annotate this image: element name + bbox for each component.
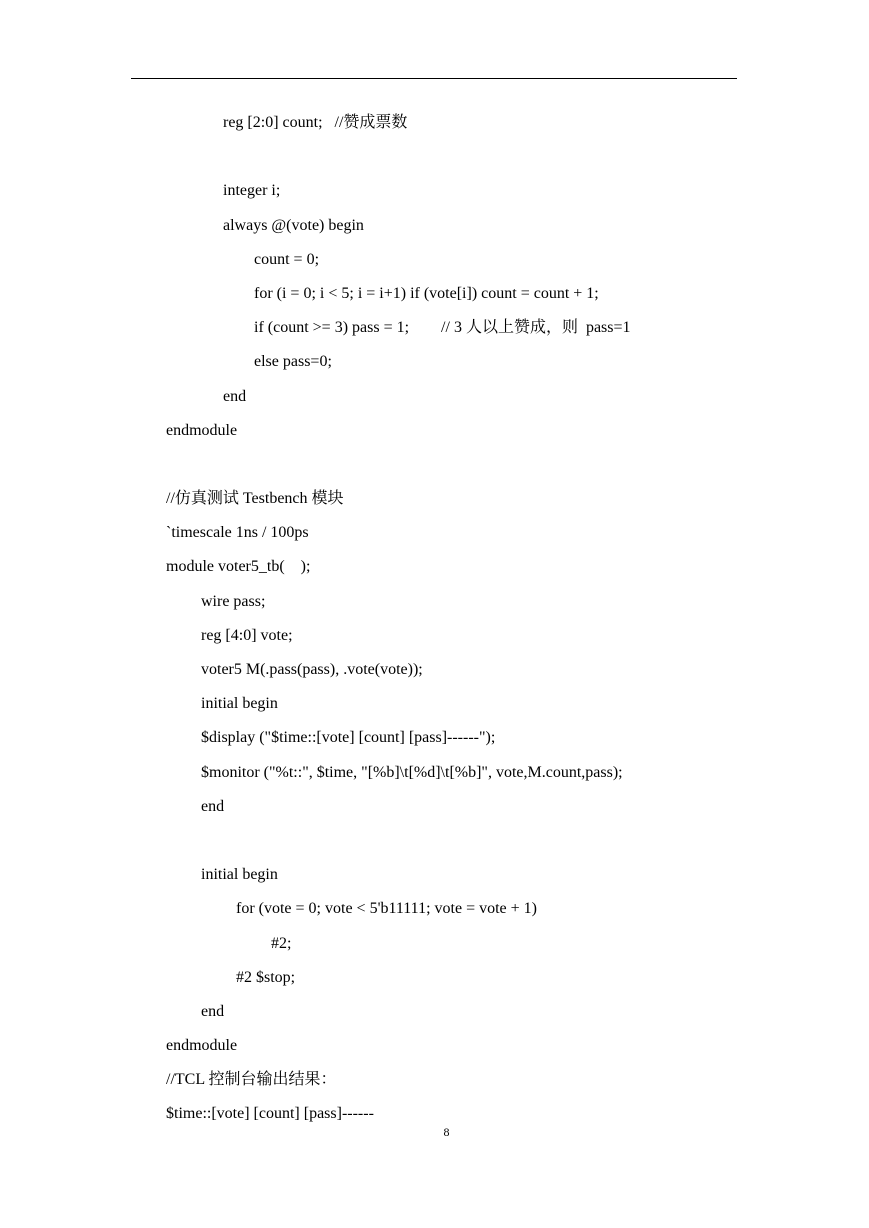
- code-line: integer i;: [223, 182, 281, 200]
- code-line: count = 0;: [254, 250, 320, 268]
- code-line: endmodule: [166, 1037, 238, 1055]
- code-line-blank: [0, 140, 869, 174]
- code-line: else pass=0;: [254, 353, 332, 371]
- code-line: endmodule: [166, 421, 238, 439]
- code-line: $time::[vote] [count] [pass]------: [166, 1105, 374, 1123]
- code-comment-line: //仿真测试 Testbench 模块: [166, 490, 344, 508]
- code-comment-line: //TCL 控制台输出结果：: [166, 1071, 337, 1089]
- code-line: reg [2:0] count; //赞成票数: [223, 114, 408, 131]
- code-line: end: [223, 387, 247, 405]
- code-line: module voter5_tb( );: [166, 558, 311, 576]
- code-line: for (i = 0; i < 5; i = i+1) if (vote[i]) count = count + 1;: [254, 284, 599, 302]
- code-line-blank: [0, 448, 869, 482]
- code-line: reg [4:0] vote;: [201, 626, 293, 644]
- code-line: if (count >= 3) pass = 1; // 3 人以上赞成，则 pass=1: [254, 319, 631, 337]
- code-line: end: [201, 1002, 225, 1020]
- code-listing: [0, 106, 869, 1132]
- code-line: always @(vote) begin: [223, 216, 364, 234]
- code-line: `timescale 1ns / 100ps: [166, 524, 309, 542]
- code-line: $display ("$time::[vote] [count] [pass]------");: [201, 729, 496, 747]
- page-number: 8: [443, 1125, 450, 1139]
- code-line: initial begin: [201, 866, 278, 884]
- code-line: $monitor ("%t::", $time, "[%b]\t[%d]\t[%b]", vote,M.count,pass);: [201, 763, 623, 781]
- header-rule: [131, 78, 737, 79]
- code-line: voter5 M(.pass(pass), .vote(vote));: [201, 661, 423, 678]
- code-line-blank: [0, 824, 869, 858]
- code-line: end: [201, 797, 225, 815]
- code-line: initial begin: [201, 695, 278, 713]
- code-line: for (vote = 0; vote < 5'b11111; vote = vote + 1): [236, 900, 537, 918]
- code-line: #2;: [271, 934, 292, 952]
- code-line: wire pass;: [201, 592, 266, 610]
- code-line: #2 $stop;: [236, 968, 296, 986]
